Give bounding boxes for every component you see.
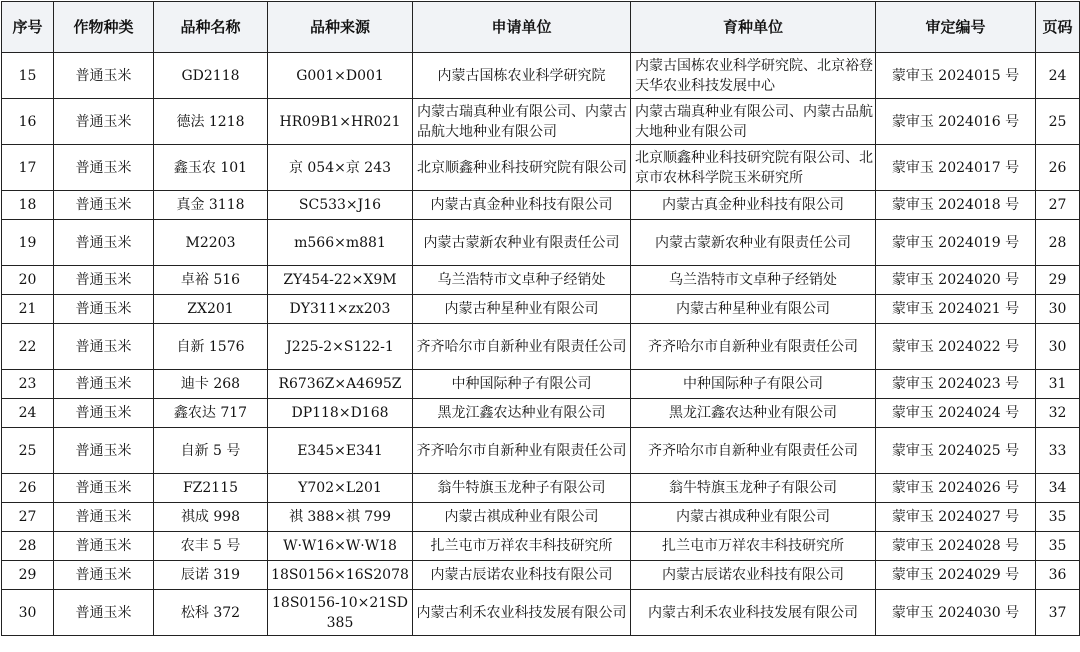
cell-crop: 普通玉米: [54, 266, 154, 295]
header-source: 品种来源: [268, 2, 413, 53]
cell-no: 17: [2, 145, 54, 191]
cell-source: 祺 388×祺 799: [268, 503, 413, 532]
cell-applicant: 内蒙古真金种业科技有限公司: [413, 191, 631, 220]
cell-no: 21: [2, 295, 54, 324]
table-row: [2, 191, 1080, 220]
cell-no: 30: [2, 590, 54, 636]
cell-variety: ZX201: [154, 295, 268, 324]
cell-applicant: 翁牛特旗玉龙种子有限公司: [413, 474, 631, 503]
cell-applicant: 内蒙古祺成种业有限公司: [413, 503, 631, 532]
cell-variety: M2203: [154, 220, 268, 266]
cell-page: 26: [1036, 145, 1080, 191]
table-row: [2, 561, 1080, 590]
cell-variety: 松科 372: [154, 590, 268, 636]
table-row: [2, 532, 1080, 561]
cell-no: 15: [2, 53, 54, 99]
cell-cert: 蒙审玉 2024023 号: [876, 370, 1036, 399]
table-row: [2, 503, 1080, 532]
cell-applicant: 齐齐哈尔市自新种业有限责任公司: [413, 428, 631, 474]
cell-applicant: 北京顺鑫种业科技研究院有限公司: [413, 145, 631, 191]
cell-variety: 农丰 5 号: [154, 532, 268, 561]
cell-page: 31: [1036, 370, 1080, 399]
header-row: [2, 2, 1080, 53]
cell-variety: 德法 1218: [154, 99, 268, 145]
cell-no: 28: [2, 532, 54, 561]
cell-variety: 迪卡 268: [154, 370, 268, 399]
cell-applicant: 内蒙古国栋农业科学研究院: [413, 53, 631, 99]
cell-breeder: 内蒙古蒙新农种业有限责任公司: [631, 220, 876, 266]
cell-crop: 普通玉米: [54, 99, 154, 145]
cell-cert: 蒙审玉 2024027 号: [876, 503, 1036, 532]
table-row: [2, 370, 1080, 399]
cell-no: 29: [2, 561, 54, 590]
cell-source: 京 054×京 243: [268, 145, 413, 191]
cell-cert: 蒙审玉 2024024 号: [876, 399, 1036, 428]
cell-variety: 鑫玉农 101: [154, 145, 268, 191]
cell-cert: 蒙审玉 2024019 号: [876, 220, 1036, 266]
table-row: [2, 99, 1080, 145]
cell-source: 18S0156-10×21SD385: [268, 590, 413, 636]
cell-crop: 普通玉米: [54, 53, 154, 99]
cell-cert: 蒙审玉 2024021 号: [876, 295, 1036, 324]
cell-crop: 普通玉米: [54, 561, 154, 590]
cell-variety: 辰诺 319: [154, 561, 268, 590]
cell-breeder: 翁牛特旗玉龙种子有限公司: [631, 474, 876, 503]
cell-cert: 蒙审玉 2024018 号: [876, 191, 1036, 220]
cell-cert: 蒙审玉 2024030 号: [876, 590, 1036, 636]
cell-applicant: 扎兰屯市万祥农丰科技研究所: [413, 532, 631, 561]
cell-breeder: 内蒙古辰诺农业科技有限公司: [631, 561, 876, 590]
cell-no: 23: [2, 370, 54, 399]
cell-variety: 卓裕 516: [154, 266, 268, 295]
cell-source: DP118×D168: [268, 399, 413, 428]
table-row: [2, 474, 1080, 503]
cell-crop: 普通玉米: [54, 295, 154, 324]
header-cert: 审定编号: [876, 2, 1036, 53]
cell-no: 18: [2, 191, 54, 220]
cell-breeder: 内蒙古祺成种业有限公司: [631, 503, 876, 532]
cell-variety: 自新 5 号: [154, 428, 268, 474]
cell-source: 18S0156×16S2078: [268, 561, 413, 590]
cell-page: 35: [1036, 503, 1080, 532]
header-crop: 作物种类: [54, 2, 154, 53]
cell-breeder: 内蒙古国栋农业科学研究院、北京裕登天华农业科技发展中心: [631, 53, 876, 99]
cell-source: G001×D001: [268, 53, 413, 99]
cell-applicant: 内蒙古种星种业有限公司: [413, 295, 631, 324]
cell-applicant: 内蒙古蒙新农种业有限责任公司: [413, 220, 631, 266]
cell-crop: 普通玉米: [54, 399, 154, 428]
cell-crop: 普通玉米: [54, 370, 154, 399]
cell-crop: 普通玉米: [54, 220, 154, 266]
table-row: [2, 428, 1080, 474]
header-applicant: 申请单位: [413, 2, 631, 53]
cell-no: 16: [2, 99, 54, 145]
cell-no: 19: [2, 220, 54, 266]
header-page: 页码: [1036, 2, 1080, 53]
cell-crop: 普通玉米: [54, 503, 154, 532]
cell-applicant: 齐齐哈尔市自新种业有限责任公司: [413, 324, 631, 370]
table-row: [2, 220, 1080, 266]
cell-variety: 真金 3118: [154, 191, 268, 220]
cell-variety: GD2118: [154, 53, 268, 99]
header-breeder: 育种单位: [631, 2, 876, 53]
cell-source: m566×m881: [268, 220, 413, 266]
cell-source: E345×E341: [268, 428, 413, 474]
cell-page: 34: [1036, 474, 1080, 503]
cell-source: J225-2×S122-1: [268, 324, 413, 370]
cell-cert: 蒙审玉 2024020 号: [876, 266, 1036, 295]
cell-breeder: 北京顺鑫种业科技研究院有限公司、北京市农林科学院玉米研究所: [631, 145, 876, 191]
cell-page: 25: [1036, 99, 1080, 145]
cell-crop: 普通玉米: [54, 428, 154, 474]
cell-variety: 祺成 998: [154, 503, 268, 532]
table-row: [2, 145, 1080, 191]
cell-breeder: 中种国际种子有限公司: [631, 370, 876, 399]
cell-breeder: 黑龙江鑫农达种业有限公司: [631, 399, 876, 428]
cell-crop: 普通玉米: [54, 145, 154, 191]
cell-page: 28: [1036, 220, 1080, 266]
cell-source: Y702×L201: [268, 474, 413, 503]
cell-source: HR09B1×HR021: [268, 99, 413, 145]
cell-applicant: 中种国际种子有限公司: [413, 370, 631, 399]
cell-applicant: 乌兰浩特市文卓种子经销处: [413, 266, 631, 295]
header-variety: 品种名称: [154, 2, 268, 53]
cell-cert: 蒙审玉 2024017 号: [876, 145, 1036, 191]
cell-breeder: 齐齐哈尔市自新种业有限责任公司: [631, 428, 876, 474]
cell-page: 27: [1036, 191, 1080, 220]
table-row: [2, 399, 1080, 428]
cell-breeder: 乌兰浩特市文卓种子经销处: [631, 266, 876, 295]
cell-page: 32: [1036, 399, 1080, 428]
cell-crop: 普通玉米: [54, 324, 154, 370]
variety-table: [1, 1, 1080, 636]
table-row: [2, 266, 1080, 295]
cell-cert: 蒙审玉 2024025 号: [876, 428, 1036, 474]
cell-crop: 普通玉米: [54, 474, 154, 503]
cell-page: 30: [1036, 295, 1080, 324]
cell-applicant: 内蒙古利禾农业科技发展有限公司: [413, 590, 631, 636]
table-row: [2, 590, 1080, 636]
cell-cert: 蒙审玉 2024016 号: [876, 99, 1036, 145]
cell-no: 26: [2, 474, 54, 503]
cell-breeder: 内蒙古真金种业科技有限公司: [631, 191, 876, 220]
cell-page: 29: [1036, 266, 1080, 295]
cell-source: DY311×zx203: [268, 295, 413, 324]
cell-source: R6736Z×A4695Z: [268, 370, 413, 399]
cell-cert: 蒙审玉 2024028 号: [876, 532, 1036, 561]
cell-breeder: 内蒙古种星种业有限公司: [631, 295, 876, 324]
cell-applicant: 内蒙古瑞真种业有限公司、内蒙古品航大地种业有限公司: [413, 99, 631, 145]
cell-applicant: 黑龙江鑫农达种业有限公司: [413, 399, 631, 428]
cell-cert: 蒙审玉 2024029 号: [876, 561, 1036, 590]
cell-source: ZY454-22×X9M: [268, 266, 413, 295]
cell-page: 35: [1036, 532, 1080, 561]
cell-no: 25: [2, 428, 54, 474]
table-row: [2, 295, 1080, 324]
cell-breeder: 扎兰屯市万祥农丰科技研究所: [631, 532, 876, 561]
cell-no: 20: [2, 266, 54, 295]
cell-cert: 蒙审玉 2024015 号: [876, 53, 1036, 99]
cell-page: 30: [1036, 324, 1080, 370]
table-row: [2, 324, 1080, 370]
cell-variety: 鑫农达 717: [154, 399, 268, 428]
cell-breeder: 内蒙古瑞真种业有限公司、内蒙古品航大地种业有限公司: [631, 99, 876, 145]
cell-page: 33: [1036, 428, 1080, 474]
cell-no: 27: [2, 503, 54, 532]
cell-breeder: 齐齐哈尔市自新种业有限责任公司: [631, 324, 876, 370]
cell-no: 24: [2, 399, 54, 428]
cell-crop: 普通玉米: [54, 532, 154, 561]
cell-cert: 蒙审玉 2024022 号: [876, 324, 1036, 370]
cell-page: 37: [1036, 590, 1080, 636]
cell-page: 36: [1036, 561, 1080, 590]
table-row: [2, 53, 1080, 99]
cell-source: SC533×J16: [268, 191, 413, 220]
cell-cert: 蒙审玉 2024026 号: [876, 474, 1036, 503]
cell-page: 24: [1036, 53, 1080, 99]
cell-crop: 普通玉米: [54, 191, 154, 220]
cell-variety: 自新 1576: [154, 324, 268, 370]
cell-applicant: 内蒙古辰诺农业科技有限公司: [413, 561, 631, 590]
cell-no: 22: [2, 324, 54, 370]
cell-crop: 普通玉米: [54, 590, 154, 636]
cell-breeder: 内蒙古利禾农业科技发展有限公司: [631, 590, 876, 636]
header-no: 序号: [2, 2, 54, 53]
cell-variety: FZ2115: [154, 474, 268, 503]
cell-source: W·W16×W·W18: [268, 532, 413, 561]
